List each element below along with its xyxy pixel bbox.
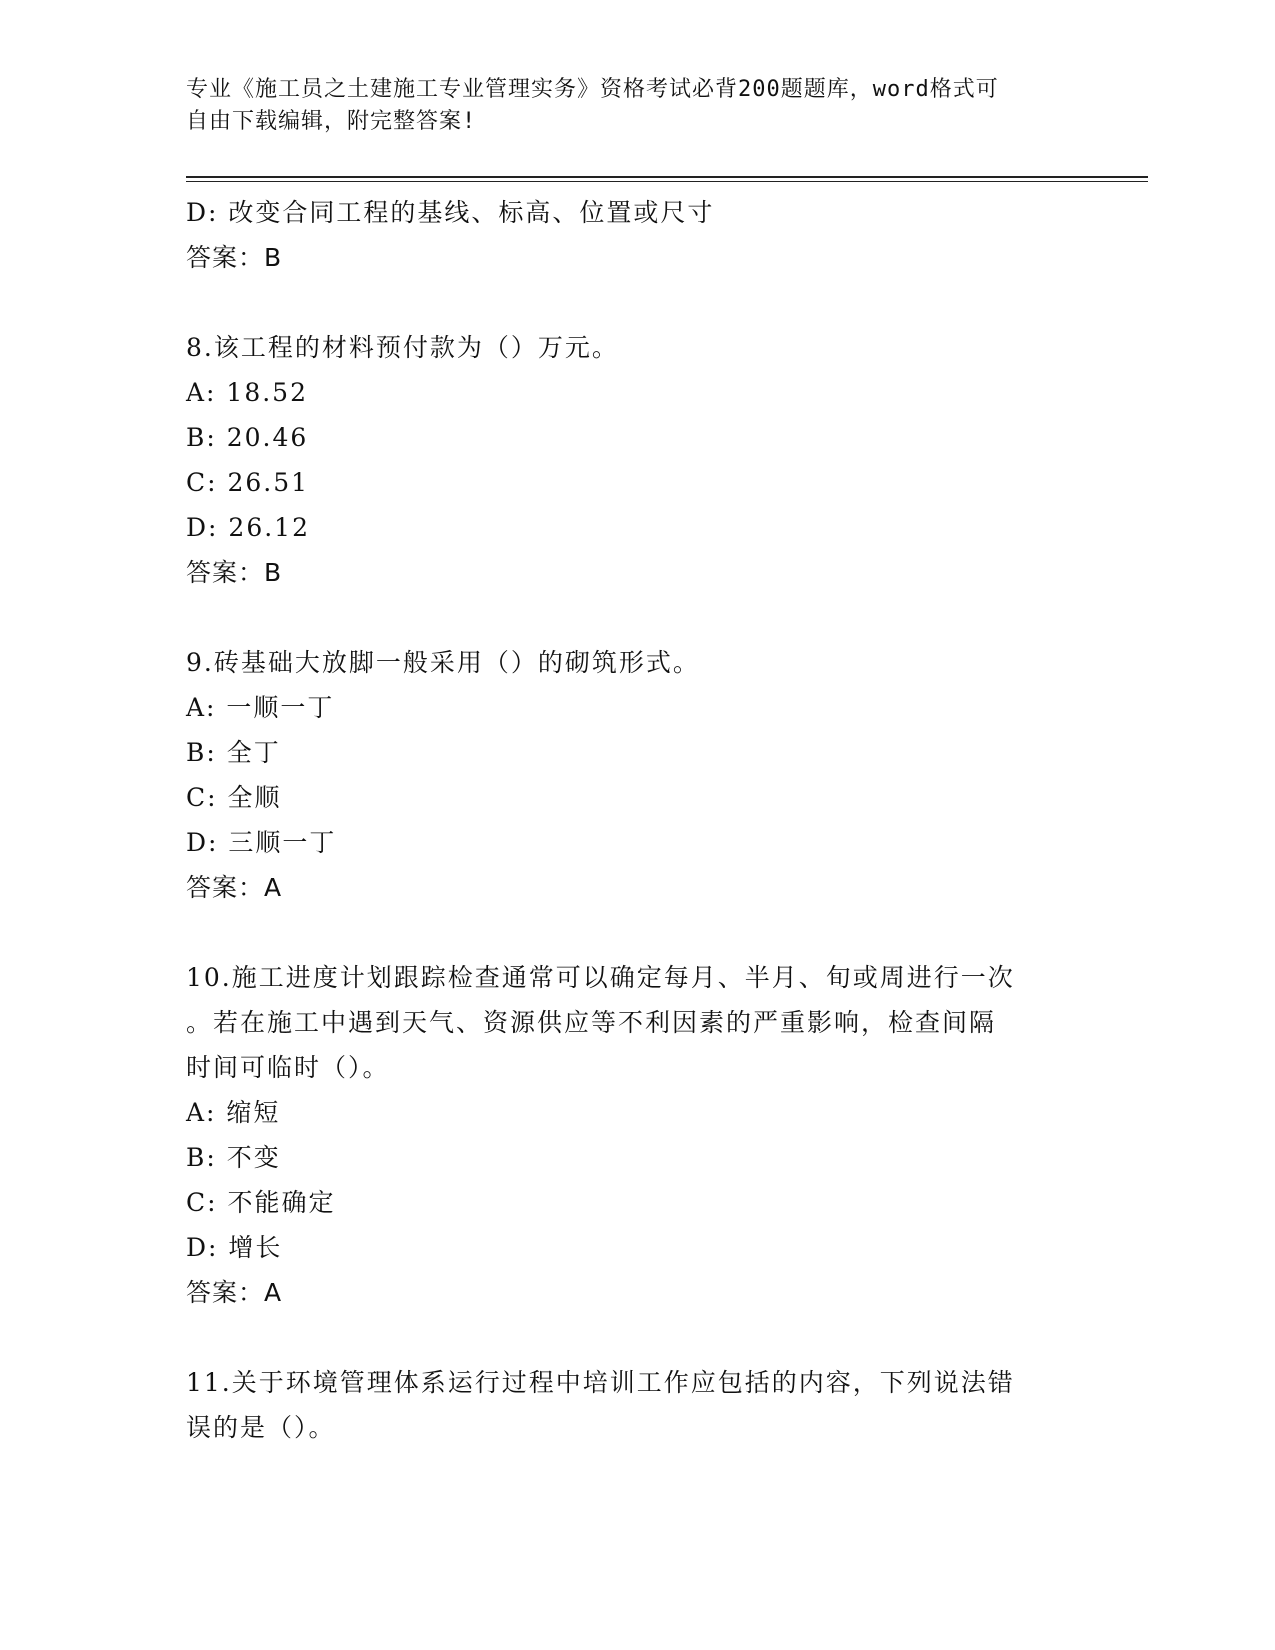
spacer <box>186 910 1086 955</box>
document-header <box>186 74 1066 138</box>
question-11 <box>186 1360 1086 1450</box>
answer: 答案：A <box>186 873 283 902</box>
option-d: D: 增长 <box>186 1233 283 1262</box>
option-d: D: 改变合同工程的基线、标高、位置或尺寸 <box>186 198 715 227</box>
answer: 答案：B <box>186 558 283 587</box>
option-b: B: 20.46 <box>186 423 309 452</box>
option-b: B: 全丁 <box>186 738 281 767</box>
answer: 答案：B <box>186 243 283 272</box>
option-d: D: 26.12 <box>186 513 310 542</box>
header-divider-thin <box>186 181 1148 182</box>
question-stem-line-2: 。若在施工中遇到天气、资源供应等不利因素的严重影响，检查间隔 <box>186 1008 997 1037</box>
question-10 <box>186 955 1086 1315</box>
question-stem: 8.该工程的材料预付款为（）万元。 <box>186 333 619 362</box>
option-a: A: 一顺一丁 <box>186 693 335 722</box>
question-stem: 9.砖基础大放脚一般采用（）的砌筑形式。 <box>186 648 700 677</box>
question-stem-line-2: 误的是（）。 <box>186 1413 336 1442</box>
question-stem-line-1: 10.施工进度计划跟踪检查通常可以确定每月、半月、旬或周进行一次 <box>186 963 1015 992</box>
answer: 答案：A <box>186 1278 283 1307</box>
spacer <box>186 1315 1086 1360</box>
header-line-1: 专业《施工员之土建施工专业管理实务》资格考试必背200题题库，word格式可 <box>186 77 999 102</box>
question-8 <box>186 325 1086 595</box>
question-9 <box>186 640 1086 910</box>
option-a: A: 缩短 <box>186 1098 281 1127</box>
question-stem-line-1: 11.关于环境管理体系运行过程中培训工作应包括的内容，下列说法错 <box>186 1368 1015 1397</box>
header-divider-thick <box>186 176 1148 178</box>
question-list <box>186 190 1086 1450</box>
option-c: C: 26.51 <box>186 468 310 497</box>
question-stem-line-3: 时间可临时（）。 <box>186 1053 390 1082</box>
option-d: D: 三顺一丁 <box>186 828 337 857</box>
option-c: C: 不能确定 <box>186 1188 336 1217</box>
option-c: C: 全顺 <box>186 783 282 812</box>
spacer <box>186 280 1086 325</box>
header-line-2: 自由下载编辑，附完整答案! <box>186 109 477 134</box>
option-a: A: 18.52 <box>186 378 308 407</box>
spacer <box>186 595 1086 640</box>
option-b: B: 不变 <box>186 1143 281 1172</box>
question-7-tail <box>186 190 1086 280</box>
